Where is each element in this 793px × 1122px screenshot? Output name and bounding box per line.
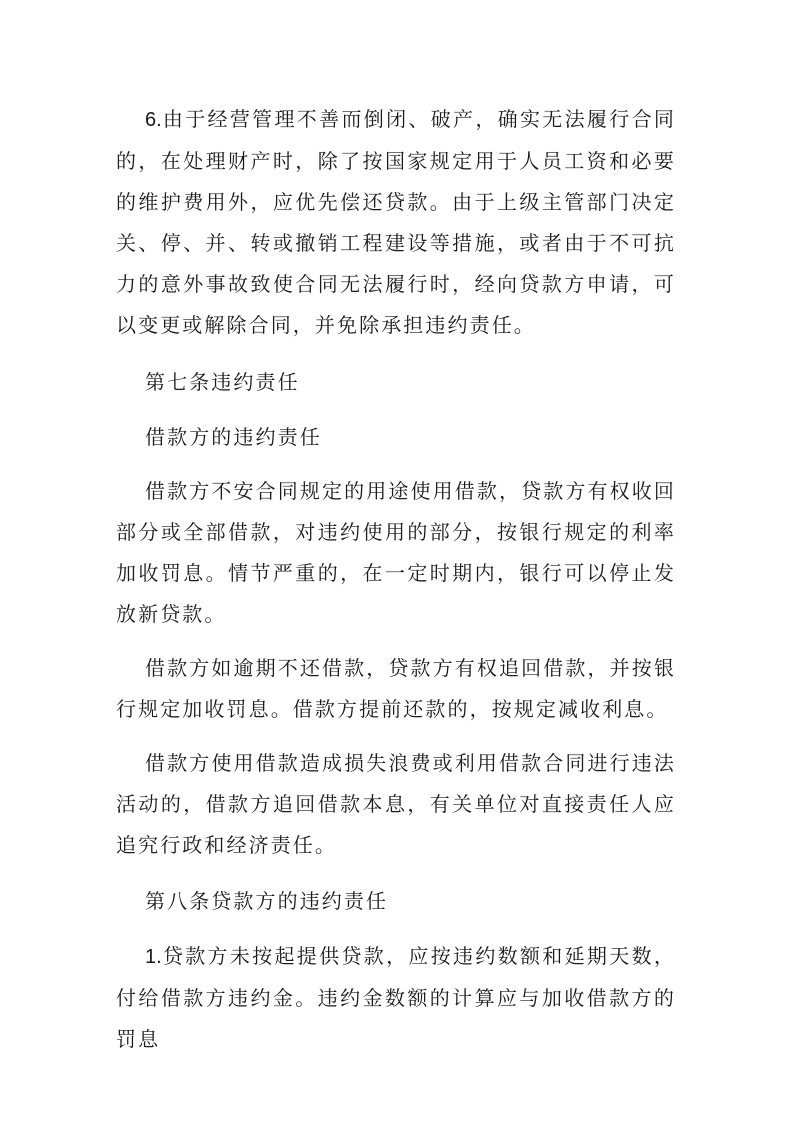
paragraph-misuse [116, 471, 676, 635]
paragraph-illegal-use [116, 743, 676, 866]
item-number: 1. [145, 946, 162, 968]
heading-text: 第八条贷款方的违约责任 [145, 889, 389, 913]
paragraph-text: 借款方不安合同规定的用途使用借款，贷款方有权收回部分或全部借款，对违约使用的部分，按银行规定的利率加收罚息。情节严重的，在一定时期内，银行可以停止发放新贷款。 [116, 479, 676, 626]
section-heading-article-8 [116, 881, 676, 922]
heading-text: 借款方的违约责任 [145, 425, 322, 449]
section-heading-article-7 [116, 362, 676, 403]
heading-text: 第七条违约责任 [145, 370, 300, 394]
paragraph-item-6 [116, 99, 676, 346]
item-number: 6. [145, 109, 162, 131]
paragraph-item-1 [116, 936, 676, 1060]
paragraph-text: 由于经营管理不善而倒闭、破产，确实无法履行合同的，在处理财产时，除了按国家规定用于人员工资和必要的维护费用外，应优先偿还贷款。由于上级主管部门决定关、停、并、转或撤销工程建设等措施，或者由于不可抗力的意外事故致使合同无法履行时，经向贷款方申请，可以变更或解除合同，并免除承担违约责任。 [116, 107, 676, 337]
paragraph-text: 借款方如逾期不还借款，贷款方有权追回借款，并按银行规定加收罚息。借款方提前还款的，按规定减收利息。 [116, 656, 676, 721]
paragraph-text: 贷款方未按起提供贷款，应按违约数额和延期天数，付给借款方违约金。违约金数额的计算应与加收借款方的罚息 [116, 944, 676, 1051]
paragraph-text: 借款方使用借款造成损失浪费或利用借款合同进行违法活动的，借款方追回借款本息，有关单位对直接责任人应追究行政和经济责任。 [116, 751, 676, 857]
paragraph-overdue [116, 648, 676, 730]
subheading-borrower-liability [116, 417, 676, 458]
